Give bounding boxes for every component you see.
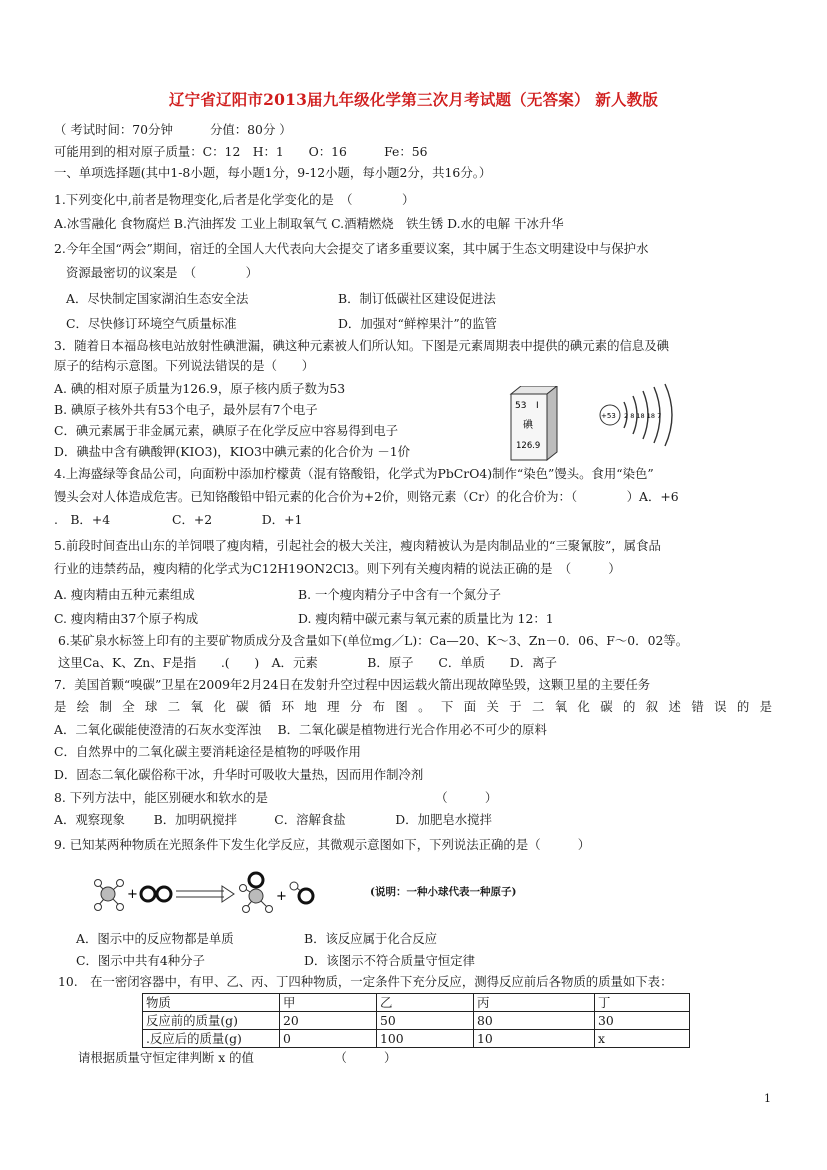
electron-shells: 2 8 18 18 7 [624,412,662,420]
q10-stem: 10. 在一密闭容器中，有甲、乙、丙、丁四种物质，一定条件下充分反应，测得反应前后各物质的质量如下表： [58,974,673,989]
table-cell: 100 [377,1030,474,1048]
element-mass: 126.9 [516,441,541,451]
q5-option-c: C. 瘦肉精由37个原子构成 [54,611,199,626]
q7-stem-line1: 7．美国首颗“嗅碳”卫星在2009年2月24日在发射升空过程中因运载火箭出现故障坠毁，这颗卫星的主要任务 [54,677,651,692]
table-cell: 30 [595,1012,690,1030]
table-header-row [143,994,690,1012]
reaction-arrow [176,886,234,902]
q3-option-d: D．碘盐中含有碘酸钾(KIO3)，KIO3中碘元素的化合价为 －1价 [54,444,411,459]
reactant-molecule-1 [95,880,124,911]
q3-stem-line2: 原子的结构示意图。下列说法错误的是（ ） [54,358,315,373]
q5-stem-line1: 5.前段时间查出山东的羊饲喂了瘦肉精，引起社会的极大关注，瘦肉精被认为是肉制品业的“三聚氰胺”，属食品 [54,538,661,553]
q5-option-d: D. 瘦肉精中碳元素与氧元素的质量比为 12：1 [298,611,554,626]
table-cell: 丙 [474,994,595,1012]
q4-stem-line1: 4.上海盛绿等食品公司，向面粉中添加柠檬黄（混有铬酸铅，化学式为PbCrO4)制作“染色”馒头。食用“染色” [54,466,654,481]
table-cell: x [595,1030,690,1048]
q6-stem-line2: 这里Ca、K、Zn、F是指 .( ) A．元素 B．原子 C．单质 D．离子 [58,655,557,670]
plus-sign: + [276,889,287,904]
table-cell: 甲 [280,994,377,1012]
reaction-microscopic-diagram [92,868,362,920]
q3-stem-line1: 3．随着日本福岛核电站放射性碘泄漏，碘这种元素被人们所认知。下图是元素周期表中提供的碘元素的信息及碘 [54,338,670,353]
q5-option-a: A. 瘦肉精由五种元素组成 [54,587,195,602]
q1-options: A.冰雪融化 食物腐烂 B.汽油挥发 工业上制取氧气 C.酒精燃烧 铁生锈 D.水的电解 干冰升华 [54,216,564,231]
q9-option-d: D．该图示不符合质量守恒定律 [304,953,476,968]
q3-option-a: A. 碘的相对原子质量为126.9，原子核内质子数为53 [54,381,346,396]
q5-stem-line2: 行业的违禁药品，瘦肉精的化学式为C12H19ON2Cl3。则下列有关瘦肉精的说法正确的是 （ ） [54,561,621,576]
q7-stem-line2: 是绘制全球二氧化碳循环地理分布图。下面关于二氧化碳的叙述错误的是 [54,699,772,714]
table-cell: 反应前的质量(g) [143,1012,280,1030]
iodine-atom-structure-diagram [588,380,688,450]
table-cell: 乙 [377,994,474,1012]
q10-question: 请根据质量守恒定律判断 x 的值 （ ） [78,1050,397,1065]
q9-stem: 9. 已知某两种物质在光照条件下发生化学反应，其微观示意图如下，下列说法正确的是（ ） [54,837,591,852]
exam-info: （ 考试时间：70分钟 分值：80分 ） [54,122,292,137]
q2-option-b: B．制订低碳社区建设促进法 [338,291,496,306]
table-row [143,1012,690,1030]
q6-stem-line1: 6.某矿泉水标签上印有的主要矿物质成分及含量如下(单位mg／L)：Ca—20、K～3、Zn－0．06、F～0．02等。 [58,633,689,648]
table-cell: 丁 [595,994,690,1012]
table-cell: 80 [474,1012,595,1030]
q2-option-a: A．尽快制定国家湖泊生态安全法 [66,291,249,306]
product-molecule-2 [290,882,313,903]
product-molecule-1 [240,873,273,913]
table-cell: .反应后的质量(g) [143,1030,280,1048]
q7-options-ab: A．二氧化碳能使澄清的石灰水变浑浊 B．二氧化碳是植物进行光合作用必不可少的原料 [54,722,547,737]
q4-options: . B．+4 C．+2 D．+1 [54,512,303,527]
nucleus-charge: +53 [601,412,616,420]
q2-stem-line2: 资源最密切的议案是 （ ） [66,265,259,280]
mass-table [142,993,690,1048]
table-cell: 0 [280,1030,377,1048]
q9-option-c: C．图示中共有4种分子 [76,953,205,968]
q2-option-c: C．尽快修订环境空气质量标准 [66,316,237,331]
q7-option-d: D．固态二氧化碳俗称干冰，升华时可吸收大量热，因而用作制冷剂 [54,767,424,782]
table-cell: 物质 [143,994,280,1012]
reactant-molecule-2 [141,887,171,901]
q2-stem-line1: 2.今年全国“两会”期间，宿迁的全国人大代表向大会提交了诸多重要议案，其中属于生态文明建设中与保护水 [54,241,649,256]
table-cell: 20 [280,1012,377,1030]
q7-option-c: C．自然界中的二氧化碳主要消耗途径是植物的呼吸作用 [54,744,361,759]
iodine-periodic-cell [505,386,561,462]
q8-stem: 8. 下列方法中，能区别硬水和软水的是 （ ） [54,790,498,805]
q4-stem-line2: 馒头会对人体造成危害。已知铬酸铅中铅元素的化合价为+2价，则铬元素（Cr）的化合价为：（ ）A．+6 [54,489,679,504]
page-title: 辽宁省辽阳市2013届九年级化学第三次月考试题（无答案） 新人教版 [168,90,659,109]
element-number: 53 [515,401,527,411]
q1-stem: 1.下列变化中,前者是物理变化,后者是化学变化的是 （ ） [54,192,415,207]
element-name: 碘 [523,420,533,431]
q9-option-b: B．该反应属于化合反应 [304,931,438,946]
table-cell: 10 [474,1030,595,1048]
atomic-masses: 可能用到的相对原子质量：C：12 H：1 O：16 Fe：56 [54,144,428,159]
q8-options: A．观察现象 B．加明矾搅拌 C．溶解食盐 D．加肥皂水搅拌 [54,812,492,827]
q3-option-c: C．碘元素属于非金属元素，碘原子在化学反应中容易得到电子 [54,423,399,438]
plus-sign: + [127,887,138,902]
page-number: 1 [764,1092,771,1105]
element-symbol: I [536,401,539,411]
q9-option-a: A．图示中的反应物都是单质 [76,931,234,946]
table-cell: 50 [377,1012,474,1030]
q3-option-b: B. 碘原子核外共有53个电子，最外层有7个电子 [54,402,318,417]
diagram-note: (说明：一种小球代表一种原子) [370,886,517,898]
q5-option-b: B. 一个瘦肉精分子中含有一个氮分子 [298,587,501,602]
q2-option-d: D．加强对“鲜榨果汁”的监管 [338,316,497,331]
table-row [143,1030,690,1048]
section-heading: 一、单项选择题(其中1-8小题，每小题1分，9-12小题，每小题2分，共16分。） [54,165,492,180]
